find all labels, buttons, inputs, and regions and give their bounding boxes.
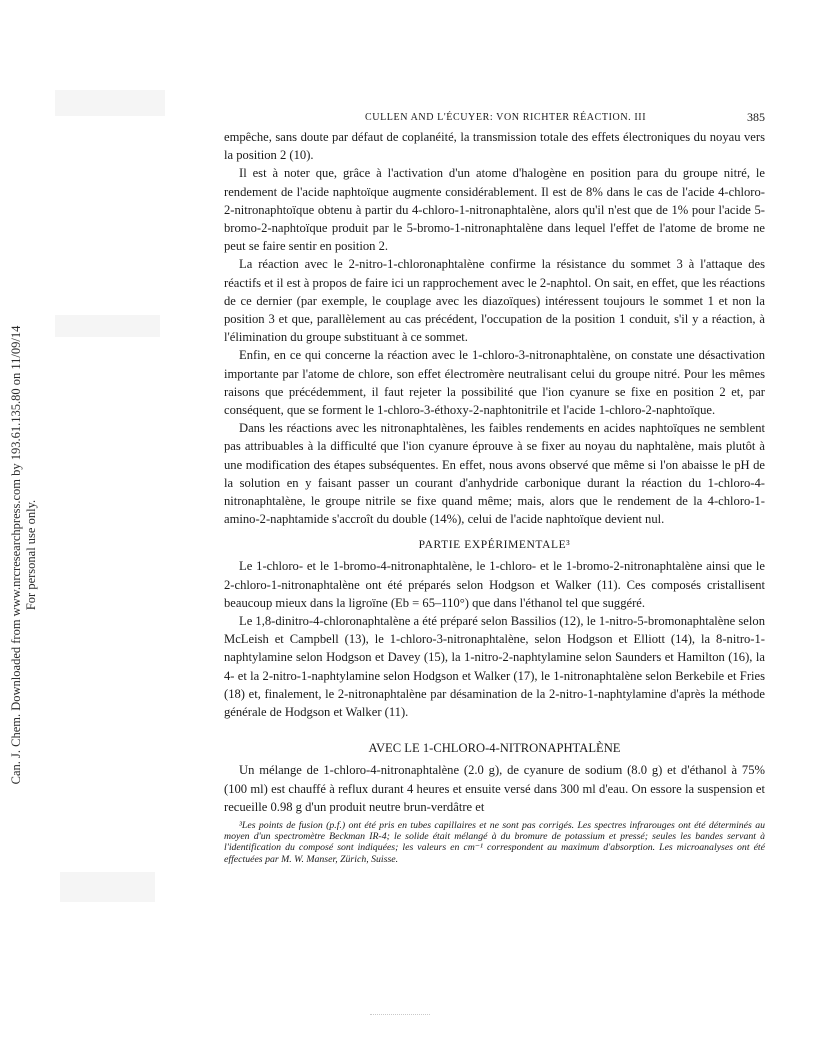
paragraph-halogen-activation: Il est à noter que, grâce à l'activation d'un atome d'halogène en position para du groupe nitré, le rendement de l'acide naphtoïque augmente considérablement. Il est de 8% dans le cas de l'acide 4-chloro-2-nitronaphtoïque obtenu à partir du 4-chloro-1-nitronaphtalène, alors qu'il n'est que de 1% pour l'acide 5-bromo-2-naphtoïque produit par le 5-bromo-1-nitronaphtalène dans lequel l'effet de l'atome de brome ne peut se faire sentir en position 2. xyxy=(224,166,765,254)
paragraph-preparations: Le 1-chloro- et le 1-bromo-4-nitronaphtalène, le 1-chloro- et le 1-bromo-2-nitronaphtalène ainsi que le 2-chloro-1-nitronaphtalène ont été préparés selon Hodgson et Walker (11). Ces composés cristallisent beaucoup mieux dans la ligroïne (Eb = 65–110°) que dans l'éthanol tel que suggéré. xyxy=(224,559,765,610)
paragraph-references: Le 1,8-dinitro-4-chloronaphtalène a été préparé selon Bassilios (12), le 1-nitro-5-bromonaphtalène selon McLeish et Campbell (13), le 1-chloro-3-nitronaphtalène, selon Hodgson et Elliott (14), la 8-nitro-1-naphtylamine selon Hodgson et Davey (15), la 1-nitro-2-naphtylamine selon Saunders et Hamilton (16), la 4- et la 2-nitro-1-naphtylamine selon Hodgson et Walker (17), le 1-nitronaphtalène selon Berkebile et Fries (18) et, finalement, le 2-nitronaphtalène par désamination de la 2-nitro-1-naphtylamine d'après la méthode générale de Hodgson et Walker (11). xyxy=(224,614,765,720)
watermark-source-line: Can. J. Chem. Downloaded from www.nrcresearchpress.com by 193.61.135.80 on 11/09/14 xyxy=(9,325,23,785)
paragraph-nitronaphthalenes: Dans les réactions avec les nitronaphtalènes, les faibles rendements en acides naphtoïques ne semblent pas attribuables à la difficulté que l'ion cyanure éprouve à se fixer au noyau du naphtalène, mais plutôt à une modification des étapes subséquentes. En effet, nous avons observé que même si l'on abaisse le pH de la solution en y faisant passer un courant d'anhydride carbonique durant la réaction du 1-chloro-4-nitronaphtalène, le groupe nitrile se fixe quand même; mais, alors que le rendement de la 4-chloro-1-amino-2-naphtamide s'accroît du double (14%), celui de l'acide naphtoïque devient nul. xyxy=(224,421,765,527)
subsection-heading-chloro-nitro: AVEC LE 1-CHLORO-4-NITRONAPHTALÈNE xyxy=(368,741,621,756)
bottom-scan-mark xyxy=(370,1014,430,1017)
journal-page xyxy=(224,110,765,875)
section-heading-experimental: PARTIE EXPÉRIMENTALE³ xyxy=(418,539,571,552)
paragraph-continuation: empêche, sans doute par défaut de coplanéité, la transmission totale des effets électroniques du noyau vers la position 2 (10). xyxy=(224,130,765,163)
footnote: ³Les points de fusion (p.f.) ont été pris en tubes capillaires et ne sont pas corrigés. Les spectres infrarouges ont été déterminés au moyen d'un spectromètre Beckman IR-4; le solide était mélangé à du bromure de potassium et pressé; seules les bandes servant à l'identification du composé sont indiquées; les valeurs en cm⁻¹ correspondent au maximum d'absorption. Les microanalyses ont été effectuées par M. W. Manser, Zürich, Suisse. xyxy=(224,819,765,865)
scan-smudge-middle xyxy=(55,315,160,337)
download-watermark xyxy=(4,230,44,880)
paragraph-chloro-3-nitro: Enfin, en ce qui concerne la réaction avec le 1-chloro-3-nitronaphtalène, on constate une désactivation importante par l'atome de chlore, son effet électromère neutralisant celui du groupe nitré. Pour les mêmes raisons que précédemment, il faut rejeter la possibilité que l'ion cyanure se fixe en position 2 et, par conséquent, que se forment le 1-chloro-3-éthoxy-2-naphtonitrile et l'acide 1-chloro-2-naphtoïque. xyxy=(224,348,765,418)
running-header xyxy=(224,110,765,126)
running-title: CULLEN AND L'ÉCUYER: VON RICHTER RÉACTION. III xyxy=(365,112,647,123)
scan-smudge-bottom xyxy=(60,872,155,902)
page-number: 385 xyxy=(747,110,765,124)
scan-smudge-top xyxy=(55,90,165,116)
paragraph-nitro-chloro: La réaction avec le 2-nitro-1-chloronaphtalène confirme la résistance du sommet 3 à l'attaque des réactifs et il est à propos de faire ici un rapprochement avec le 2-naphtol. On sait, en effet, que les réactions de ce dernier (par exemple, le couplage avec les diazoïques) intéressent toujours le sommet 1 et non la position 3 et que, parallèlement au cas précédent, l'occupation de la position 1 conduit, s'il y a réaction, à l'élimination du groupe substituant à ce sommet. xyxy=(224,257,765,345)
paragraph-procedure: Un mélange de 1-chloro-4-nitronaphtalène (2.0 g), de cyanure de sodium (8.0 g) et d'éthanol à 75% (100 ml) est chauffé à reflux durant 4 heures et ensuite versé dans 300 ml d'eau. On essore la suspension et recueille 0.98 g d'un produit neutre brun-verdâtre et xyxy=(224,763,765,814)
watermark-personal-use-line: For personal use only. xyxy=(24,499,38,611)
